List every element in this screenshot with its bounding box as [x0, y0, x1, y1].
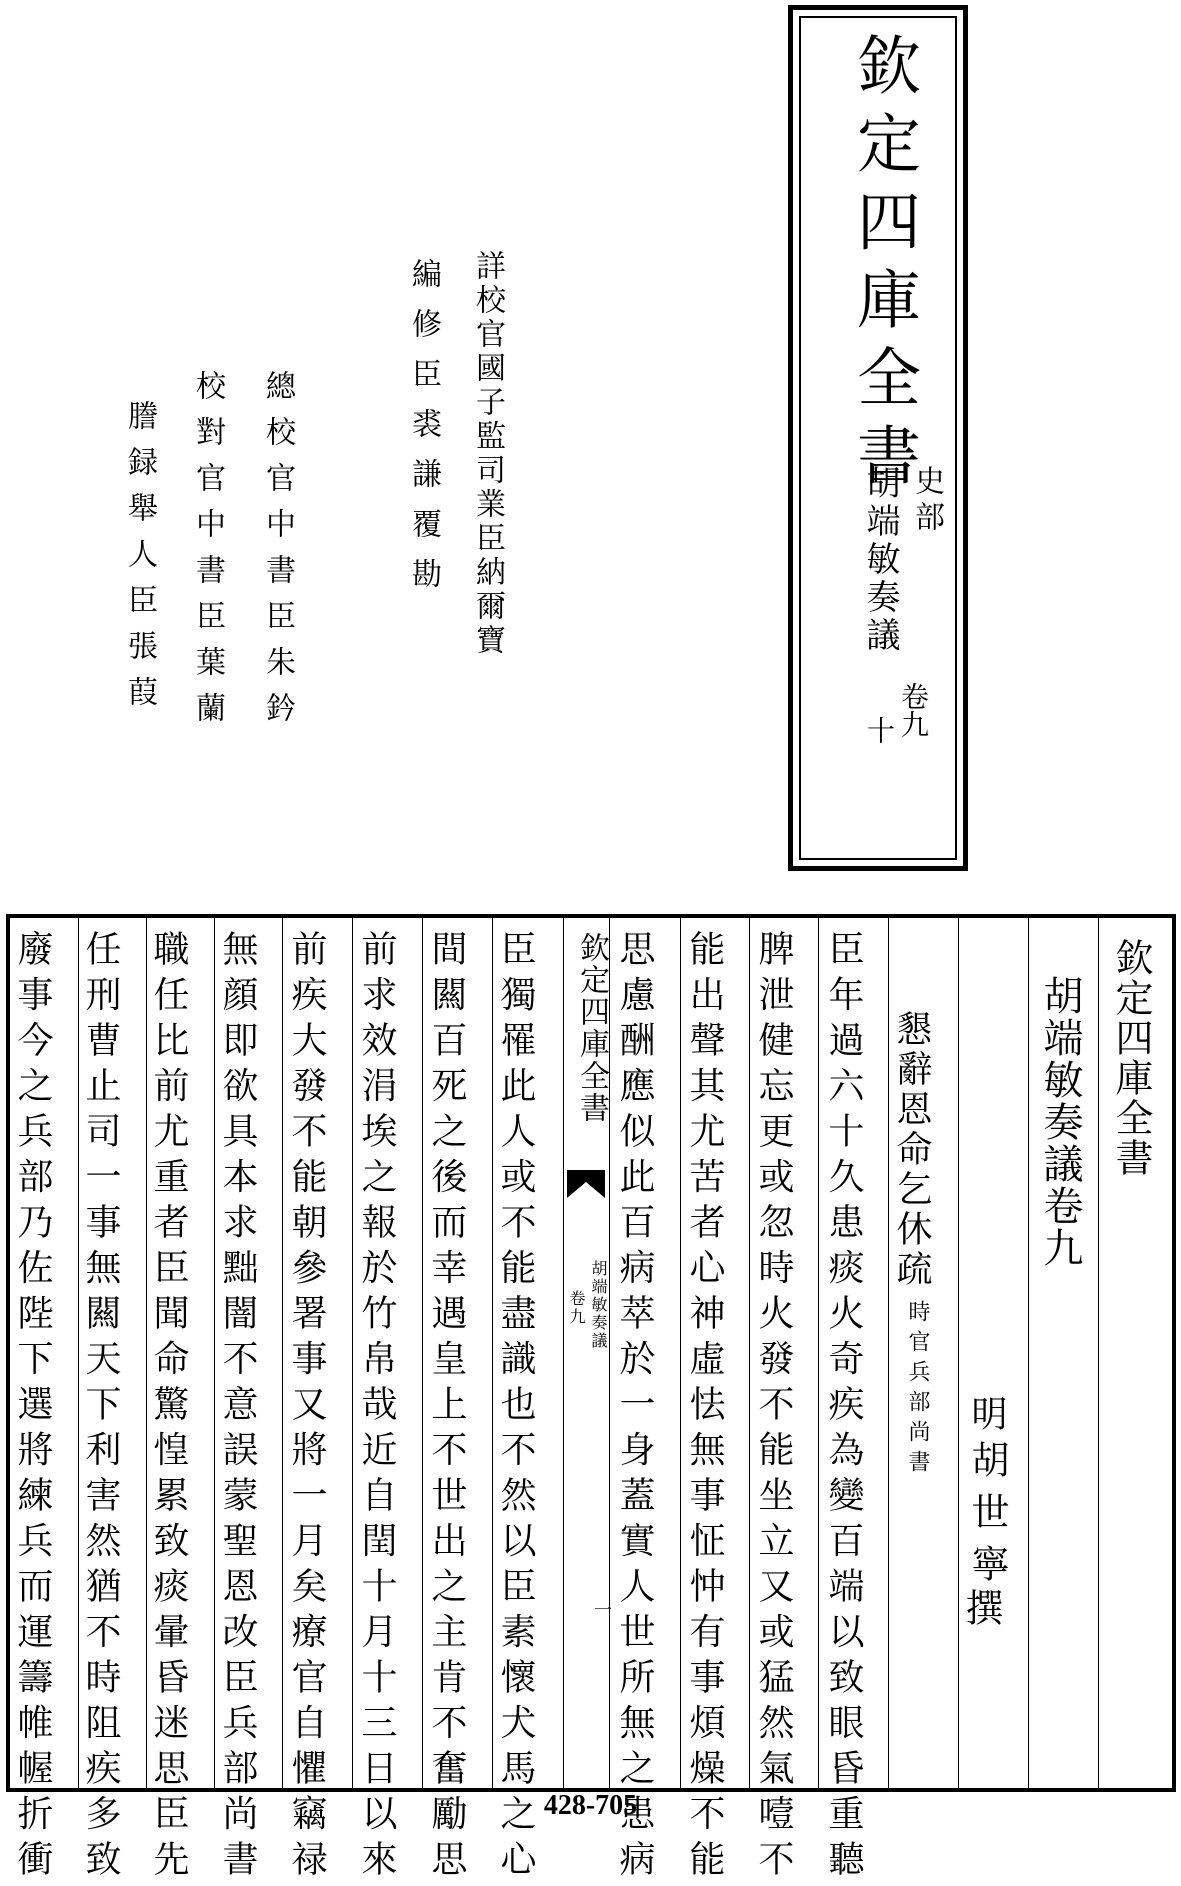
- text-column: 臣年過六十久患痰火奇疾為變百端以致眼昏重聽: [823, 930, 864, 1886]
- fold-page-number: 一: [591, 1600, 612, 1618]
- category-label: 史部: [909, 465, 944, 537]
- text-column: 任刑曹止司一事無闗天下利害然猶不時阻疾多致: [80, 930, 121, 1886]
- text-column: 脾泄健忘更或忽時火發不能坐立又或猛然氣噎不: [753, 930, 794, 1886]
- column-rule: [609, 918, 610, 1788]
- text-column: 廢事今之兵部乃佐陛下選將練兵而運籌帷幄折衝: [12, 930, 53, 1886]
- column-rule: [818, 918, 819, 1788]
- main-title: 欽定四庫全書: [846, 32, 920, 500]
- volume-nine-label: 卷九: [897, 682, 930, 738]
- column-rule: [352, 918, 353, 1788]
- fold-volume: 卷九: [567, 1290, 586, 1326]
- page-number: 428-705: [543, 1790, 638, 1821]
- column-rule: [958, 918, 959, 1788]
- text-column: 能出聲其尤苦者心神虛怯無事怔忡有事煩燥不能: [684, 930, 725, 1886]
- author-dynasty: 明: [966, 1395, 1007, 1431]
- column-rule: [214, 918, 215, 1788]
- column-rule: [1028, 918, 1029, 1788]
- credit-line: 詳校官國子監司業臣納爾寶: [470, 250, 505, 658]
- credit-line: 總校官中書臣朱鈐: [260, 370, 295, 738]
- column-rule: [1098, 918, 1099, 1788]
- fold-subtitle: 胡端敏奏議: [589, 1260, 608, 1350]
- column-rule: [78, 918, 79, 1788]
- page-volume-title: 胡端敏奏議卷九: [1037, 975, 1083, 1269]
- author-role: 撰: [959, 1588, 1003, 1626]
- credit-line: 校對官中書臣葉蘭: [190, 370, 225, 738]
- column-rule: [282, 918, 283, 1788]
- text-column: 無顔即欲具本求黜闇不意誤蒙聖恩改臣兵部尚書: [217, 930, 258, 1886]
- text-column: 臣獨罹此人或不能盡識也不然以臣素懷犬馬之心: [495, 930, 536, 1886]
- fish-tail-mark: [567, 1170, 605, 1198]
- credit-line: 編修臣裘謙覆勘: [406, 258, 441, 608]
- fold-book-title: 欽定四庫全書: [574, 932, 609, 1124]
- column-rule: [422, 918, 423, 1788]
- text-column: 前疾大發不能朝參署事又將一月矣療官自懼竊禄: [286, 930, 327, 1886]
- author-name: 胡世寧: [965, 1440, 1009, 1596]
- text-column: 前求效涓埃之報於竹帛哉近自閏十月十三日以來: [356, 930, 397, 1886]
- volume-ten-label: 十: [863, 716, 896, 744]
- text-column: 間闗百死之後而幸遇皇上不世出之主肯不奮勵思: [426, 930, 467, 1886]
- column-rule: [492, 918, 493, 1788]
- text-column: 思慮酬應似此百病萃於一身蓋實人世所無之患病: [614, 930, 655, 1886]
- page-book-title: 欽定四庫全書: [1109, 938, 1153, 1178]
- title-frame: [788, 5, 968, 871]
- book-title: 胡端敏奏議: [860, 465, 900, 655]
- column-rule: [146, 918, 147, 1788]
- column-rule: [749, 918, 750, 1788]
- credit-line: 謄録舉人臣張葭: [122, 400, 157, 722]
- column-rule: [888, 918, 889, 1788]
- column-rule: [680, 918, 681, 1788]
- memorial-title: 懇辭恩命乞休疏: [891, 1010, 932, 1290]
- memorial-note: 時官兵部尚書: [905, 1300, 930, 1480]
- text-column: 職任比前尤重者臣聞命驚惶累致痰暈昏迷思臣先: [148, 930, 189, 1886]
